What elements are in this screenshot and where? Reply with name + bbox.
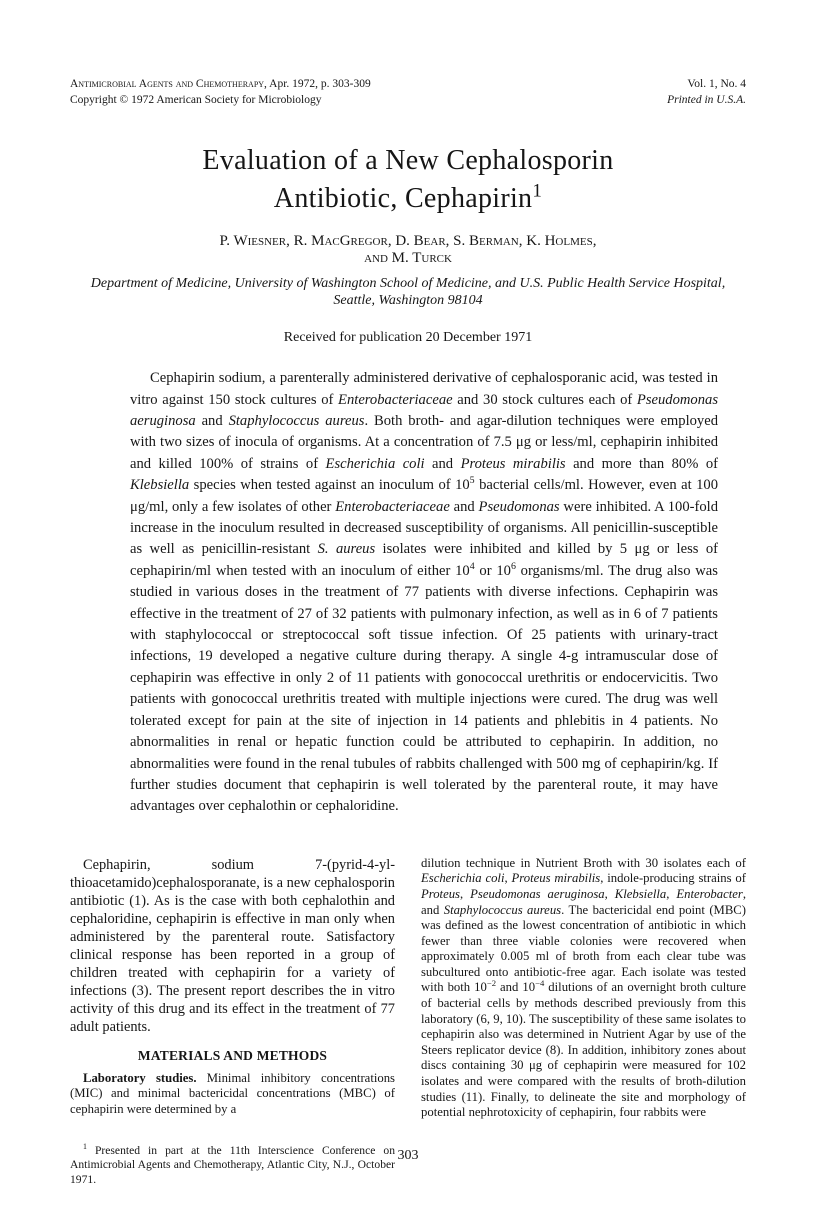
masthead	[70, 76, 746, 108]
laboratory-studies-paragraph: Laboratory studies. Minimal inhibitory concentrations (MIC) and minimal bactericidal concentrations (MBC) of cephapirin were determined by a	[70, 1070, 395, 1116]
abstract-paragraph: Cephapirin sodium, a parenterally administered derivative of cephalosporanic acid, was tested in vitro against 150 stock cultures of Enterobacteriaceae and 30 stock cultures each of Pseudomonas aeruginosa and Staphylococcus aureus. Both broth- and agar-dilution techniques were employed with two sizes of inocula of organisms. At a concentration of 7.5 μg or less/ml, cephapirin inhibited and killed 100% of strains of Escherichia coli and Proteus mirabilis and more than 80% of Klebsiella species when tested against an inoculum of $10^5$ bacterial cells/ml. However, even at 100 μg/ml, only a few isolates of other Enterobacteriaceae and Pseudomonas were inhibited. A 100-fold increase in the inoculum resulted in decreased susceptibility of organisms. All penicillin-susceptible as well as penicillin-resistant S. aureus isolates were inhibited and killed by 5 μg or less of cephapirin/ml when tested with an inoculum of either $10^4$ or $10^6$ organisms/ml. The drug also was studied in various doses in the treatment of 77 patients with diverse infections. Cephapirin was effective in the treatment of 27 of 32 patients with pulmonary infection, as well as in 6 of 7 patients with staphylococcal or streptococcal soft tissue infection. Of 25 patients with urinary-tract infections, 19 developed a negative culture during therapy. A single 4-g intramuscular dose of cephapirin was effective in only 2 of 11 patients with gonococcal urethritis or endocervicitis. Two patients with gonococcal urethritis treated with multiple injections were cured. The drug was well tolerated except for pain at the site of injection in 14 patients and phlebitis in 4 patients. No abnormalities in renal or hepatic function could be attributed to cephapirin. In addition, no abnormalities were found in the renal tubules of rabbits challenged with 500 mg of cephapirin/kg. If further studies document that cephapirin is well tolerated by the parenteral route, it may have advantages over cephalothin or cephaloridine.	[130, 370, 719, 815]
left-column	[70, 856, 395, 1188]
volume-line: Vol. 1, No. 4	[687, 78, 746, 90]
authors-line-2: and M. Turck	[364, 250, 452, 267]
body-columns	[70, 856, 746, 1188]
section-heading-materials-and-methods: MATERIALS AND METHODS	[137, 1047, 328, 1063]
authors-line-1: P. Wiesner, R. MacGregor, D. Bear, S. Berman, K. Holmes,	[219, 233, 597, 250]
masthead-right	[667, 76, 746, 108]
journal-citation: Antimicrobial Agents and Chemotherapy, Apr. 1972, p. 303-309	[70, 78, 371, 90]
page-number: 303	[397, 1148, 419, 1163]
title-footnote: $^1$ Presented in part at the 11th Interscience Conference on Antimicrobial Agents and Chemotherapy, Atlantic City, N.J., October 1971.	[70, 1141, 395, 1186]
authors-block	[70, 233, 746, 267]
received-line: Received for publication 20 December 1971	[283, 330, 533, 346]
copyright-line: Copyright © 1972 American Society for Microbiology	[70, 94, 322, 107]
masthead-left	[70, 76, 371, 108]
right-column	[421, 856, 746, 1188]
affiliation: Department of Medicine, University of Washington School of Medicine, and U.S. Public Health Service Hospital, Seattle, Washington 98104	[90, 276, 726, 309]
printed-in-line: Printed in U.S.A.	[667, 94, 746, 107]
methods-continuation-paragraph: dilution technique in Nutrient Broth with 30 isolates each of Escherichia coli, Proteus mirabilis, indole-producing strains of Proteus, Pseudomonas aeruginosa, Klebsiella, Enterobacter, and Staphylococcus aureus. The bactericidal end point (MBC) was defined as the lowest concentration of antibiotic in which fewer than three viable colonies were recovered when approximately 0.005 ml of broth from each clear tube was subcultured onto antibiotic-free agar. Each isolate was tested with both $10^{-2}$ and $10^{-4}$ dilutions of an overnight broth culture of bacterial cells by methods described previously from this laboratory (6, 9, 10). The susceptibility of these same isolates to cephapirin also was determined in Nutrient Agar by use of the Steers replicator device (8). In addition, inhibitory zones about discs containing 30 μg of cephapirin were measured for 102 isolates and were compared with the results of broth-dilution studies (11). Finally, to delineate the site and morphology of potential nephrotoxicity of cephapirin, four rabbits were	[421, 855, 747, 1120]
intro-paragraph: Cephapirin, sodium 7-(pyrid-4-yl-thioacetamido)cephalosporanate, is a new cephalosporin antibiotic (1). As is the case with both cephalothin and cephaloridine, cephapirin is effective in man only when administered by the parenteral route. Satisfactory clinical response has been reported in a group of children treated with cephapirin for a variety of infections (3). The present report describes the in vitro activity of this drug and its effect in the treatment of 77 adult patients.	[70, 856, 395, 1035]
article-title: Evaluation of a New Cephalosporin Antibiotic, Cephapirin$^1$	[202, 145, 614, 215]
